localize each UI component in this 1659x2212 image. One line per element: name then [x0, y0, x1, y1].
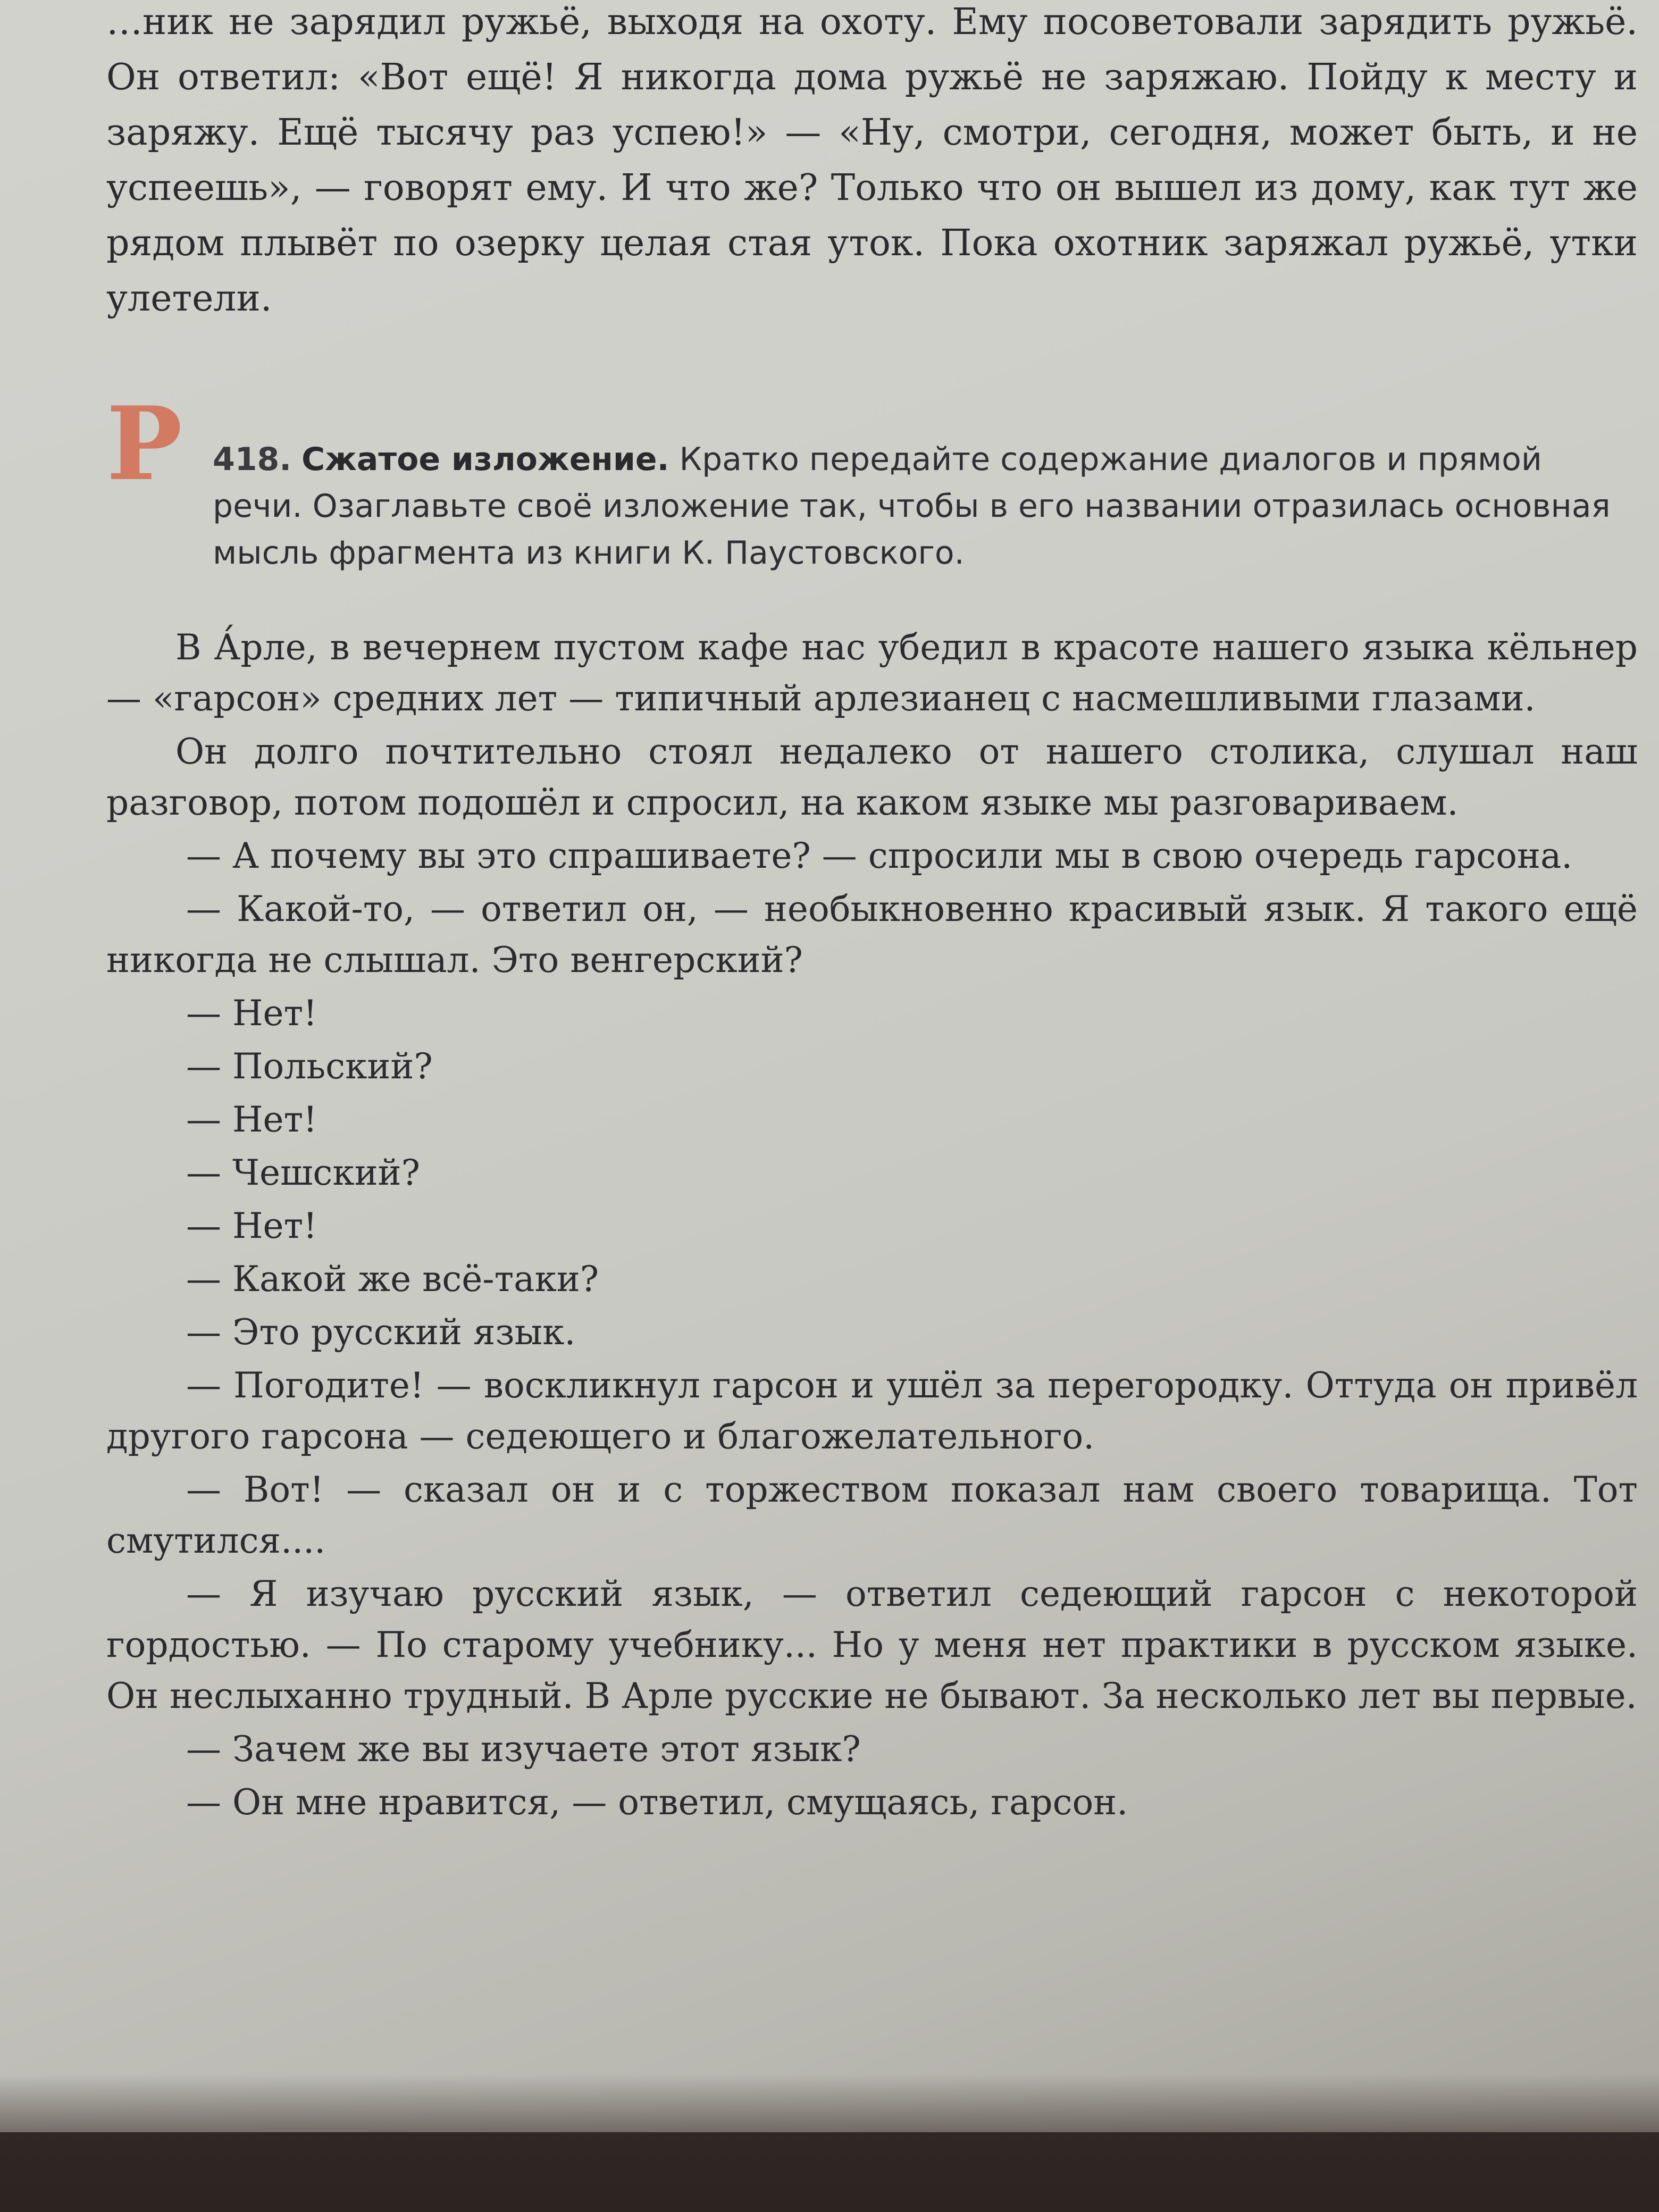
dialogue-line: — Какой-то, — ответил он, — необыкновенно красивый язык. Я такого ещё никогда не слышал. Это венгерский? — [106, 889, 1638, 981]
story-text — [106, 622, 1638, 1828]
dialogue-line: — Это русский язык. — [186, 1312, 576, 1353]
exercise-instruction: Кратко передайте содержание диалогов и прямой речи. Озаглавьте своё изложение так, чтобы в его названии отразилась основная мысль фрагмента из книги К. Паустовского. — [213, 441, 1611, 572]
dialogue-line: — А почему вы это спрашиваете? — спросили мы в свою очередь гарсона. — [186, 835, 1573, 876]
dialogue-line: — Я изучаю русский язык, — ответил седеющий гарсон с некоторой гордостью. — По старому учебнику... Но у меня нет практики в русском языке. Он неслыханно трудный. В Арле русские не бывают. За несколько лет вы первые. — [106, 1573, 1638, 1716]
exercise-number: 418. — [213, 441, 292, 478]
dialogue-line: — Нет! — [186, 1099, 317, 1140]
dialogue-line: — Погодите! — воскликнул гарсон и ушёл за перегородку. Оттуда он привёл другого гарсона — седеющего и благожелательного. — [106, 1365, 1638, 1457]
previous-exercise-text — [106, 0, 1638, 326]
previous-paragraph: …ник не зарядил ружьё, выходя на охоту. Ему посоветовали зарядить ружьё. Он ответил: «Вот ещё! Я никогда дома ружьё не заряжаю. Пойду к месту и заряжу. Ещё тысячу раз успею!» — «Ну, смотри, сегодня, может быть, и не успеешь», — говорят ему. И что же? Только что он вышел из дому, как тут же рядом плывёт по озерку целая стая уток. Пока охотник заряжал ружьё, утки улетели. — [106, 1, 1638, 320]
task-marker-r: Р — [106, 384, 182, 503]
story-paragraph: В А́рле, в вечернем пустом кафе нас убедил в красоте нашего языка кёльнер — «гарсон» средних лет — типичный арлезианец с насмешливыми глазами. — [106, 627, 1638, 719]
dialogue-line: — Нет! — [186, 1205, 317, 1246]
exercise-title: Сжатое изложение. — [301, 441, 669, 478]
dialogue-line: — Вот! — сказал он и с торжеством показал нам своего товарища. Тот смутился.... — [106, 1469, 1638, 1561]
dialogue-line: — Нет! — [186, 993, 317, 1034]
dialogue-line: — Зачем же вы изучаете этот язык? — [186, 1729, 861, 1770]
dialogue-line: — Какой же всё-таки? — [186, 1259, 599, 1300]
page-edge-shadow — [0, 2074, 1659, 2212]
dialogue-line: — Он мне нравится, — ответил, смущаясь, гарсон. — [186, 1782, 1128, 1823]
story-paragraph: Он долго почтительно стоял недалеко от нашего столика, слушал наш разговор, потом подошёл и спросил, на каком языке мы разговариваем. — [106, 731, 1638, 823]
dialogue-line: — Польский? — [186, 1046, 433, 1087]
exercise-418-task — [106, 436, 1638, 576]
task-text — [106, 436, 1638, 576]
dialogue-line: — Чешский? — [186, 1152, 420, 1193]
